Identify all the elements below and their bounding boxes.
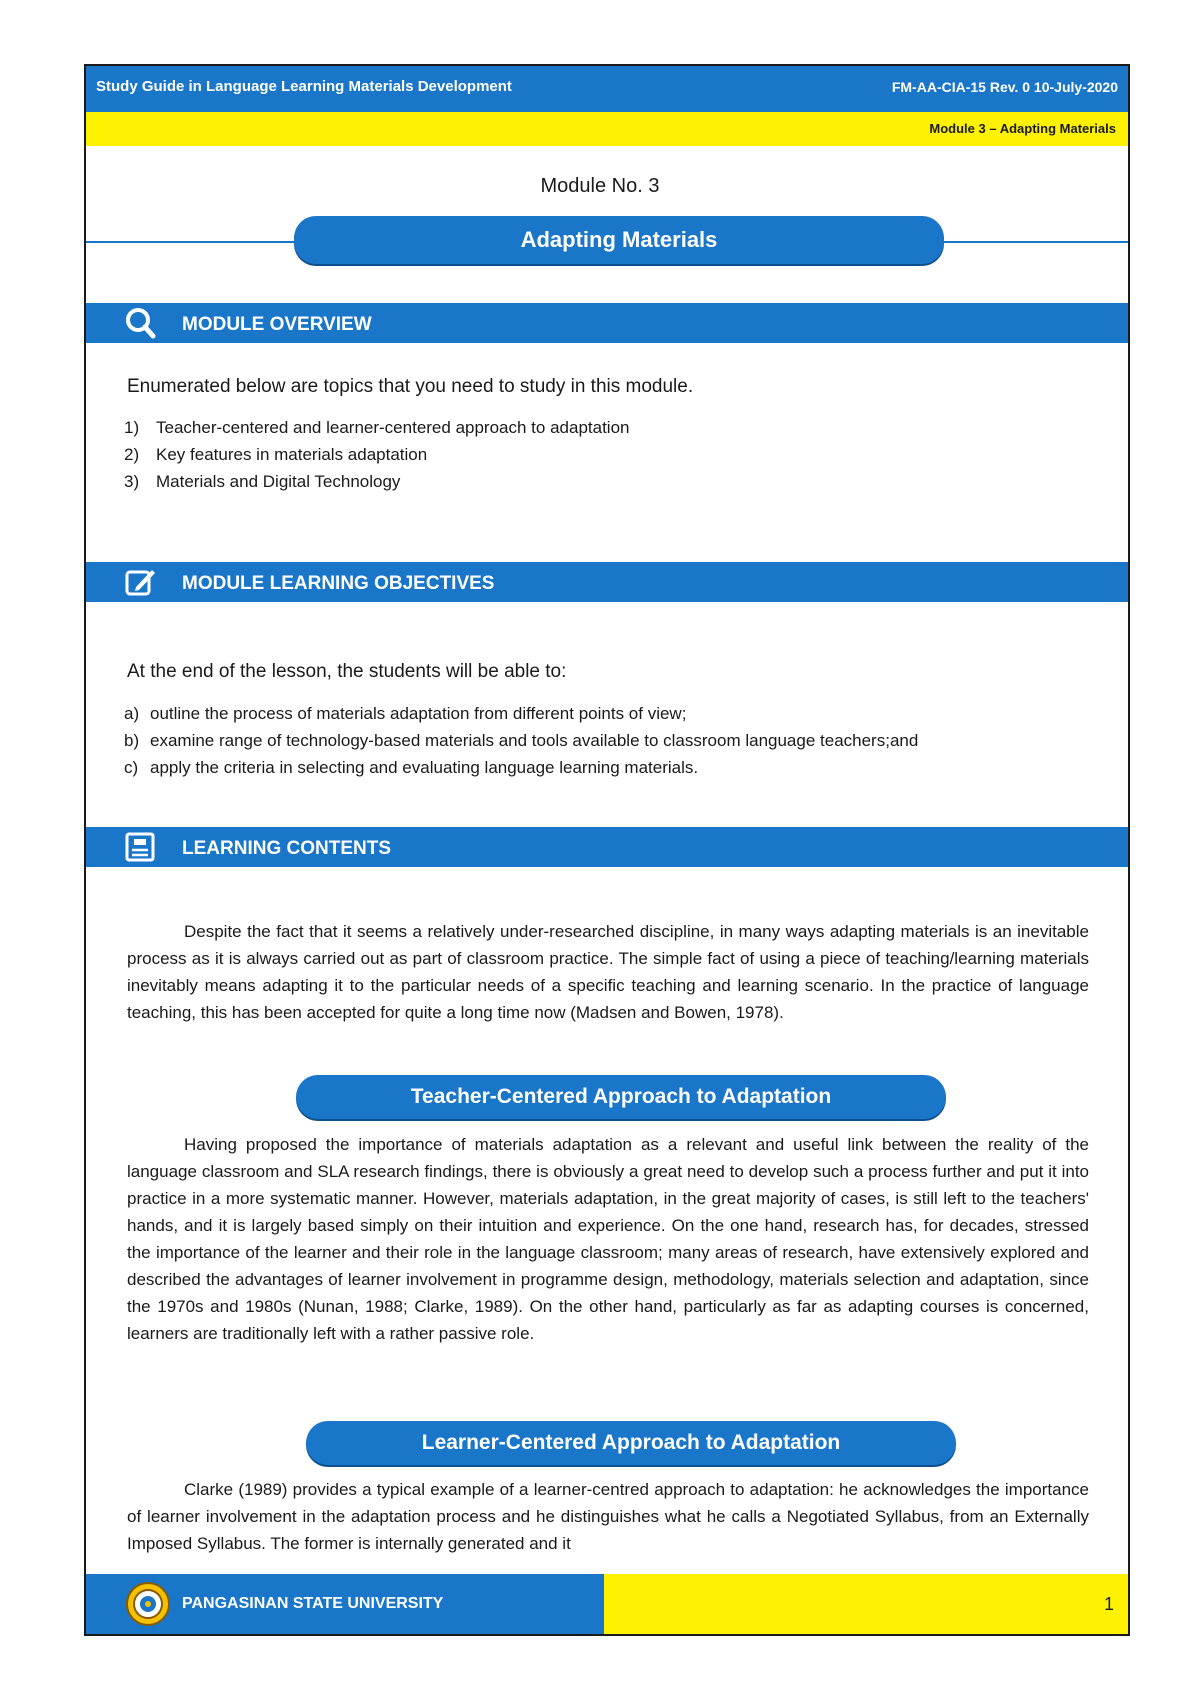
module-tag: Module 3 – Adapting Materials	[929, 121, 1116, 136]
list-item: 3) Materials and Digital Technology	[124, 472, 401, 491]
teacher-centered-heading: Teacher-Centered Approach to Adaptation	[296, 1075, 946, 1119]
overview-intro: Enumerated below are topics that you need to study in this module.	[127, 376, 694, 397]
list-item: c) apply the criteria in selecting and evaluating language learning materials.	[124, 758, 699, 777]
topics-list	[124, 414, 630, 495]
guide-title: Study Guide in Language Learning Materials Development	[96, 78, 512, 95]
overview-heading: MODULE OVERVIEW	[182, 314, 372, 335]
magnifier-icon	[124, 307, 156, 339]
document-icon	[124, 831, 156, 863]
university-name: PANGASINAN STATE UNIVERSITY	[182, 1595, 444, 1612]
module-tag-bar	[86, 112, 1128, 146]
list-item: 1) Teacher-centered and learner-centered approach to adaptation	[124, 418, 630, 437]
module-number: Module No. 3	[540, 175, 660, 197]
contents-section-bar	[86, 827, 1128, 867]
university-seal-icon	[126, 1582, 170, 1626]
teacher-paragraph: Having proposed the importance of materials adaptation as a relevant and useful link between the reality of the language classroom and SLA research findings, there is obviously a great need to develop such a process further and put it into practice in a more systematic manner. However, materials adaptation, in the great majority of cases, is still left to the teachers' hands, and it is largely based simply on their intuition and experience. On the one hand, research has, for decades, stressed the importance of the learner and their role in the language classroom; many areas of research, have extensively explored and described the advantages of learner involvement in programme design, methodology, materials selection and adaptation, since the 1970s and 1980s (Nunan, 1988; Clarke, 1989). On the other hand, particularly as far as adapting courses is concerned, learners are traditionally left with a rather passive role.	[127, 1135, 1089, 1343]
objectives-section-bar	[86, 562, 1128, 602]
edit-icon	[124, 566, 156, 598]
learner-paragraph: Clarke (1989) provides a typical example of a learner-centred approach to adaptation: he acknowledges the importance of learner involvement in the adaptation process and he distinguishes what he calls a Negotiated Syllabus, from an Externally Imposed Syllabus. The former is internally generated and it	[127, 1480, 1089, 1553]
contents-heading: LEARNING CONTENTS	[182, 838, 391, 859]
intro-paragraph: Despite the fact that it seems a relatively under-researched discipline, in many ways adapting materials is an inevitable process as it is always carried out as part of classroom practice. The simple fact of using a piece of teaching/learning materials inevitably means adapting it to the particular needs of a specific teaching and learning scenario. In the practice of language teaching, this has been accepted for quite a long time now (Madsen and Bowen, 1978).	[127, 922, 1089, 1022]
footer-bar	[86, 1574, 604, 1634]
list-item: a) outline the process of materials adaptation from different points of view;	[124, 704, 687, 723]
header-bar	[86, 66, 1128, 112]
objectives-list	[124, 700, 918, 781]
learner-centered-heading: Learner-Centered Approach to Adaptation	[306, 1421, 956, 1465]
list-item: 2) Key features in materials adaptation	[124, 445, 428, 464]
overview-section-bar	[86, 303, 1128, 343]
module-title: Adapting Materials	[294, 216, 944, 264]
page-number: 1	[1103, 1594, 1114, 1614]
form-code: FM-AA-CIA-15 Rev. 0 10-July-2020	[891, 79, 1118, 95]
objectives-intro: At the end of the lesson, the students will be able to:	[127, 661, 567, 682]
objectives-heading: MODULE LEARNING OBJECTIVES	[182, 573, 495, 594]
page-number-bar	[604, 1574, 1128, 1634]
list-item: b) examine range of technology-based materials and tools available to classroom language teachers;and	[124, 731, 919, 750]
